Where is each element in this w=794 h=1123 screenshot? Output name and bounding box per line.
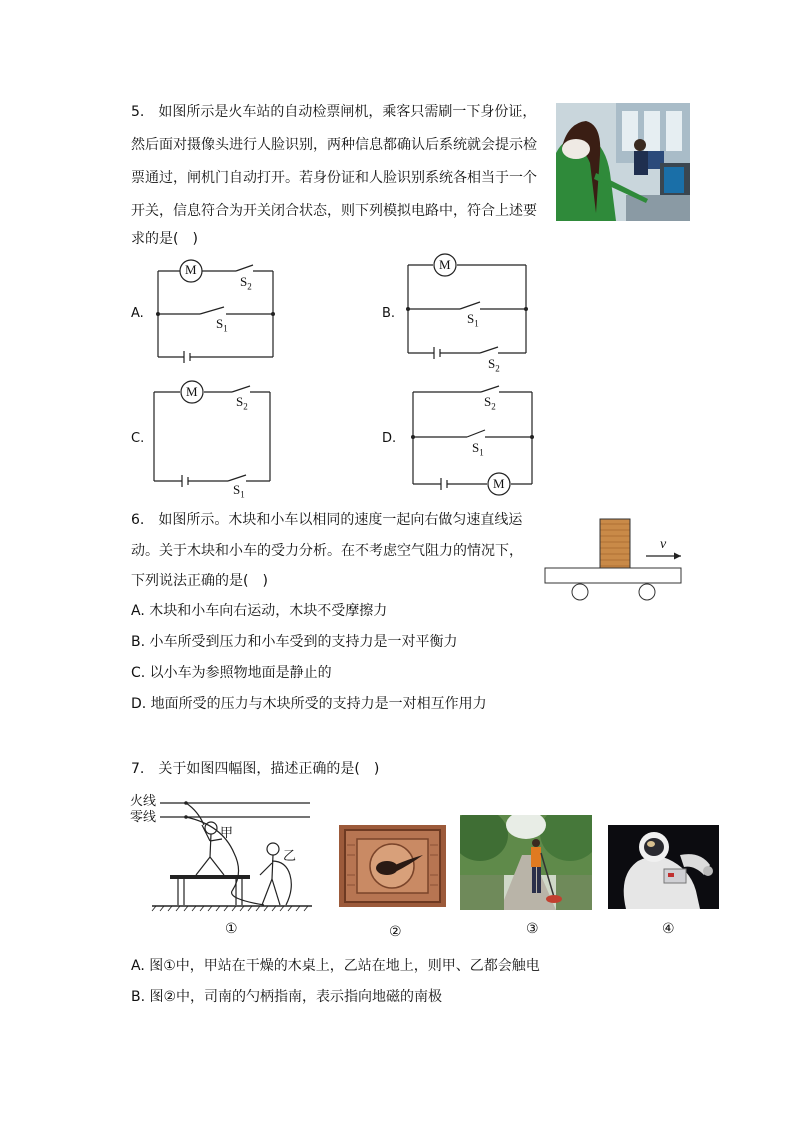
wooden-block [600, 519, 630, 568]
cart-wheel-left [572, 584, 588, 600]
velocity-label: v [660, 537, 667, 552]
switch-s2-subscript: 2 [491, 401, 496, 412]
person-a-label: 甲 [220, 826, 234, 841]
fig-label-1: ① [225, 921, 238, 937]
switch-s1-subscript: 1 [479, 447, 484, 458]
switch-s2-symbol: S [240, 274, 248, 289]
circuit-d [405, 384, 535, 494]
switch-s1-subscript: 1 [474, 318, 479, 329]
q5-line-4: 开关，信息符合为开关闭合状态，则下列模拟电路中，符合上述要 [131, 203, 537, 219]
neutral-wire-label: 零线 [130, 810, 157, 825]
option-a-label: A. [131, 306, 144, 321]
fig-label-3: ③ [526, 921, 539, 937]
q5-line-1: 5. 如图所示是火车站的自动检票闸机，乘客只需刷一下身份证， [131, 104, 537, 120]
circuit-c-motor-label: M [186, 384, 198, 399]
circuit-b [400, 252, 530, 362]
circuit-a-s1-label [216, 316, 228, 334]
cart-wheel-right [639, 584, 655, 600]
sinan-spoon [376, 861, 398, 875]
q6-line-1: 6. 如图所示。木块和小车以相同的速度一起向右做匀速直线运 [131, 512, 523, 528]
switch-s1-subscript: 1 [223, 323, 228, 334]
circuit-d-s2-label [484, 394, 496, 412]
q5-line-3: 票通过，闸机门自动打开。若身份证和人脸识别系统各相当于一个 [131, 170, 537, 186]
q6-choice-b: B. 小车所受到压力和小车受到的支持力是一对平衡力 [131, 634, 458, 650]
switch-s2-symbol: S [484, 394, 492, 409]
circuit-c-s1-label [233, 482, 245, 500]
switch-s1-symbol: S [467, 311, 475, 326]
circuit-c-s2-label [236, 394, 248, 412]
circuit-b-s2-label [488, 356, 500, 374]
q5-line-5: 求的是( ) [131, 231, 198, 247]
ticket-gate-photo [556, 103, 690, 221]
switch-s2-subscript: 2 [247, 281, 252, 292]
street-sweeper-photo [460, 815, 592, 910]
q7-choice-b: B. 图②中，司南的勺柄指南，表示指向地磁的南极 [131, 989, 443, 1005]
switch-s2-subscript: 2 [243, 401, 248, 412]
person-b-label: 乙 [283, 849, 297, 864]
q6-choice-d: D. 地面所受的压力与木块所受的支持力是一对相互作用力 [131, 696, 487, 712]
switch-s2-subscript: 2 [495, 363, 500, 374]
q7-choice-a: A. 图①中，甲站在干燥的木桌上，乙站在地上，则甲、乙都会触电 [131, 958, 540, 974]
q7-stem: 7. 关于如图四幅图，描述正确的是( ) [131, 761, 380, 777]
fig-label-4: ④ [662, 921, 675, 937]
circuit-d-motor-label: M [493, 476, 505, 491]
circuit-a-s2-label [240, 274, 252, 292]
switch-s2-symbol: S [488, 356, 496, 371]
block-on-cart-diagram [543, 515, 693, 605]
circuit-c [146, 378, 276, 488]
switch-s1-symbol: S [233, 482, 241, 497]
option-d-label: D. [382, 431, 397, 446]
circuit-b-motor-label: M [439, 257, 451, 272]
option-b-label: B. [382, 306, 396, 321]
q5-line-2: 然后面对摄像头进行人脸识别，两种信息都确认后系统就会提示检 [131, 137, 537, 153]
fig-label-2: ② [389, 924, 402, 940]
switch-s2-symbol: S [236, 394, 244, 409]
q6-line-3: 下列说法正确的是( ) [131, 573, 268, 589]
q6-choice-c: C. 以小车为参照物地面是静止的 [131, 665, 332, 681]
q6-line-2: 动。关于木块和小车的受力分析。在不考虑空气阻力的情况下， [131, 543, 523, 559]
sinan-compass-photo [339, 825, 446, 907]
circuit-d-s1-label [472, 440, 484, 458]
switch-s1-symbol: S [472, 440, 480, 455]
circuit-a-motor-label: M [185, 262, 197, 277]
live-wire-label: 火线 [130, 794, 157, 809]
switch-s1-symbol: S [216, 316, 224, 331]
astronaut-photo [608, 825, 719, 909]
circuit-a [150, 256, 290, 366]
option-c-label: C. [131, 431, 145, 446]
switch-s1-subscript: 1 [240, 489, 245, 500]
q6-choice-a: A. 木块和小车向右运动，木块不受摩擦力 [131, 603, 388, 619]
cart-body [545, 568, 681, 583]
circuit-b-s1-label [467, 311, 479, 329]
